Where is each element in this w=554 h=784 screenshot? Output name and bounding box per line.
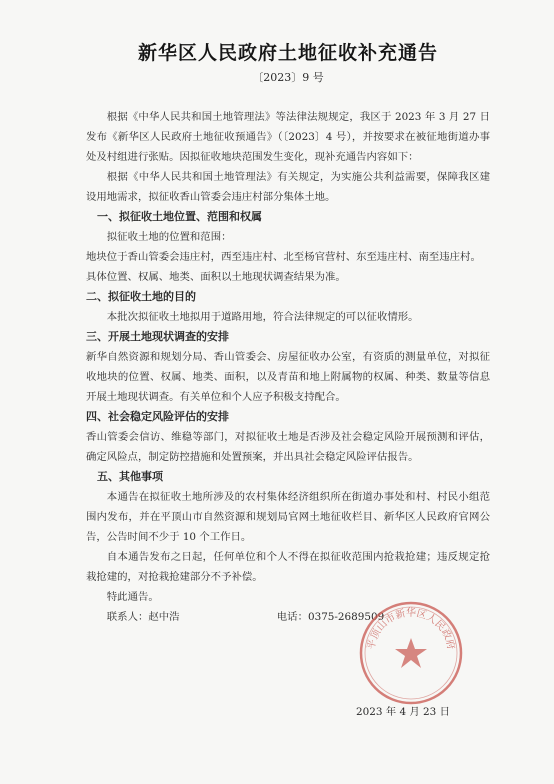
seal-text: 平顶山市新华区人民政府 bbox=[365, 608, 457, 651]
section-paragraph: 拟征收土地的位置和范围： bbox=[106, 231, 232, 243]
section-heading: 四、社会稳定风险评估的安排 bbox=[86, 410, 229, 423]
section-paragraph: 地块位于香山管委会违庄村，西至违庄村、北至杨官营村、东至违庄村、南至违庄村。 bbox=[86, 251, 481, 263]
intro-paragraph: 根据《中华人民共和国土地管理法》等法律法规规定，我区于 2023 年 3 月 27 日发布《新华区人民政府土地征收预通告》（〔2023〕4 号），并按要求在被征地街道办事处及村组进行张贴。因拟征收地块范围发生变化，现补充通告内容如下： bbox=[86, 111, 490, 163]
intro-paragraph: 根据《中华人民共和国土地管理法》有关规定，为实施公共利益需要，保障我区建设用地需求，拟征收香山管委会违庄村部分集体土地。 bbox=[86, 171, 490, 203]
issue-date: 2023 年 4 月 23 日 bbox=[356, 706, 450, 718]
section-paragraph: 具体位置、权属、地类、面积以土地现状调查结果为准。 bbox=[86, 271, 346, 283]
document-title: 新华区人民政府土地征收补充通告 bbox=[137, 42, 438, 64]
section-paragraph: 特此通告。 bbox=[106, 591, 159, 603]
section-heading: 二、拟征收土地的目的 bbox=[86, 290, 196, 303]
section-paragraph: 本通告在拟征收土地所涉及的农村集体经济组织所在街道办事处和村、村民小组范围内发布，并在平顶山市自然资源和规划局官网土地征收栏目、新华区人民政府官网公告，公告时间不少于 10 个工作日。 bbox=[86, 491, 490, 543]
section-paragraph: 自本通告发布之日起，任何单位和个人不得在拟征收范围内抢栽抢建；违反规定抢栽抢建的，对抢栽抢建部分不予补偿。 bbox=[86, 551, 490, 583]
section-heading: 五、其他事项 bbox=[97, 470, 163, 483]
contact-phone: 电话：0375-2689509 bbox=[276, 611, 385, 623]
section-heading: 一、拟征收土地位置、范围和权属 bbox=[97, 210, 262, 223]
section-paragraph: 新华自然资源和规划分局、香山管委会、房屋征收办公室，有资质的测量单位，对拟征收地块的位置、权属、地类、面积，以及青苗和地上附属物的权属、种类、数量等信息开展土地现状调查。有关单位和个人应予积极支持配合。 bbox=[86, 351, 490, 403]
official-seal-icon bbox=[356, 598, 466, 708]
document-number: 〔2023〕9 号 bbox=[252, 71, 324, 84]
contact-person: 联系人：赵中浩 bbox=[106, 611, 180, 623]
section-paragraph: 香山管委会信访、维稳等部门，对拟征收土地是否涉及社会稳定风险开展预测和评估，确定风险点，制定防控措施和处置预案，并出具社会稳定风险评估报告。 bbox=[86, 431, 490, 463]
section-heading: 三、开展土地现状调查的安排 bbox=[86, 330, 229, 343]
section-paragraph: 本批次拟征收土地拟用于道路用地，符合法律规定的可以征收情形。 bbox=[106, 311, 419, 323]
